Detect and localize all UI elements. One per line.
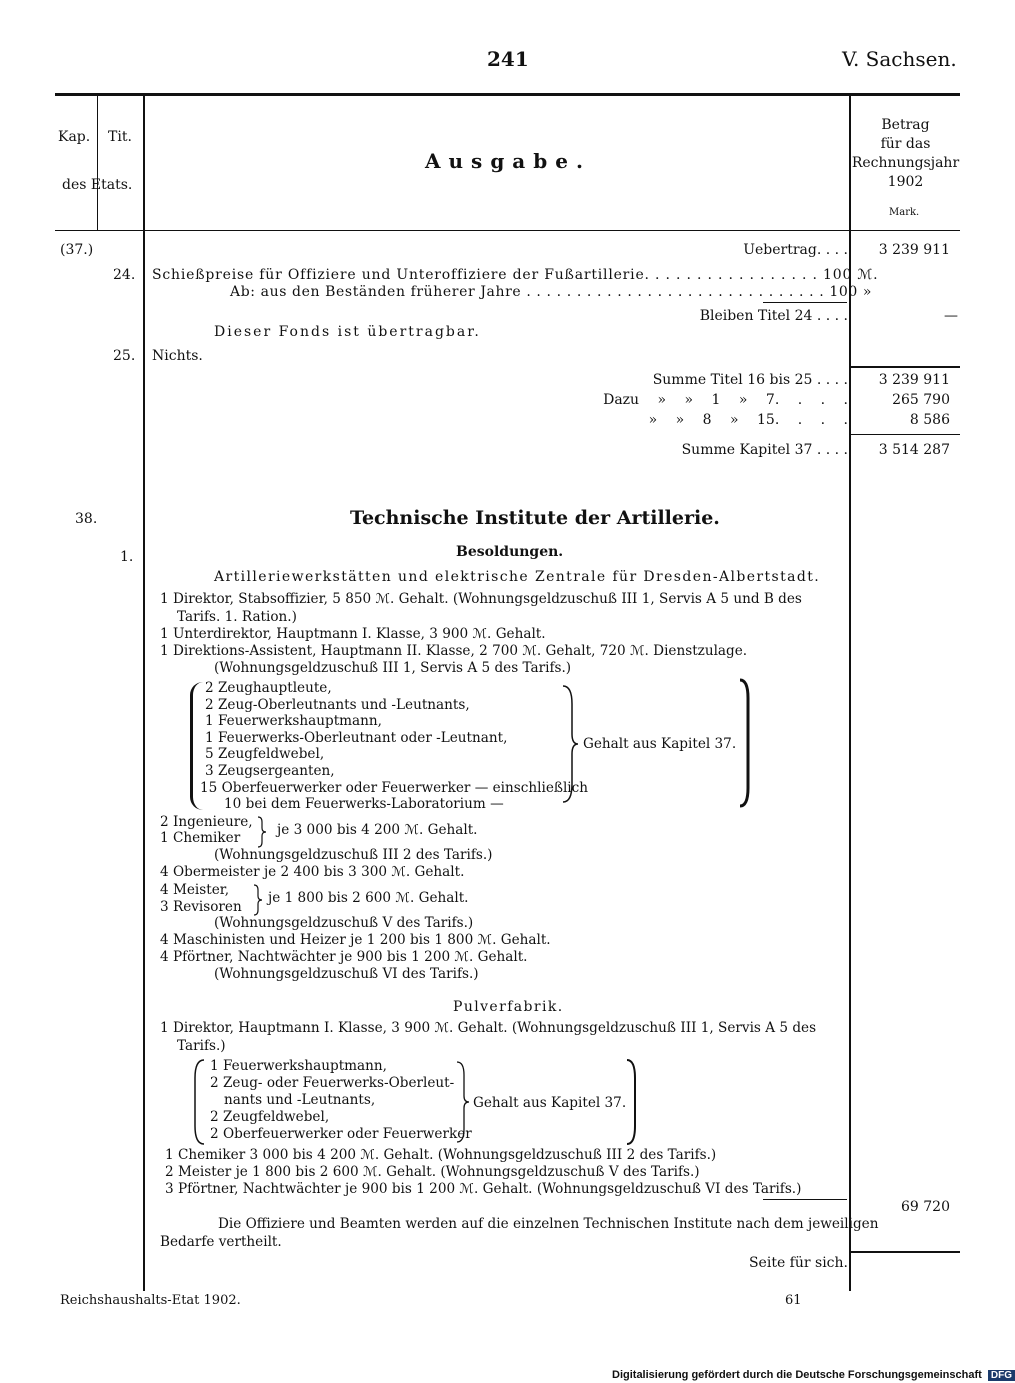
group2-item: nants und -Leutnants, bbox=[224, 1092, 376, 1108]
closing-line-1: Die Offiziere und Beamten werden auf die einzelnen Technischen Institute nach dem jeweiligen bbox=[218, 1216, 879, 1232]
ing-item: 1 Chemiker bbox=[160, 830, 241, 846]
s1-line-2: Tarifs. 1. Ration.) bbox=[177, 609, 297, 625]
dazu2-amount: 8 586 bbox=[909, 412, 950, 428]
digitization-note bbox=[612, 1369, 1015, 1381]
pfoertner-wohn: (Wohnungsgeldzuschuß VI des Tarifs.) bbox=[214, 966, 479, 982]
group2-item: 2 Zeugfeldwebel, bbox=[210, 1109, 330, 1125]
group2-item: 2 Oberfeuerwerker oder Feuerwerker bbox=[210, 1126, 472, 1142]
meister-item: 4 Meister, bbox=[160, 882, 230, 898]
footer-page: 61 bbox=[785, 1293, 802, 1308]
kap-37: (37.) bbox=[60, 242, 94, 258]
besoldungen-subtitle: Besoldungen. bbox=[456, 544, 564, 560]
header-title-ausgabe: Ausgabe. bbox=[425, 149, 591, 173]
tit24-line1: Schießpreise für Offiziere und Unteroffiziere der Fußartillerie. . . . . . . . . . . . . . . . . 100 ℳ. bbox=[152, 267, 879, 283]
ing-wohn: (Wohnungsgeldzuschuß III 2 des Tarifs.) bbox=[214, 847, 493, 863]
group1-item: 15 Oberfeuerwerker oder Feuerwerker — einschließlich bbox=[200, 779, 589, 796]
kap-38: 38. bbox=[75, 511, 98, 527]
ing-brace bbox=[256, 816, 268, 848]
s2-tail-2: 2 Meister je 1 800 bis 2 600 ℳ. Gehalt. (Wohnungsgeldzuschuß V des Tarifs.) bbox=[165, 1164, 700, 1180]
amount-underline bbox=[763, 1199, 847, 1200]
tit24-underline bbox=[763, 302, 847, 303]
meister-brace bbox=[252, 884, 264, 916]
group2-left-brace bbox=[192, 1058, 206, 1146]
betrag-line-4: 1902 bbox=[887, 174, 924, 190]
top-rule bbox=[55, 93, 960, 96]
nichts: Nichts. bbox=[152, 348, 203, 364]
group1-item: 10 bei dem Feuerwerks-Laboratorium — bbox=[224, 796, 504, 813]
header-des-etats: des Etats. bbox=[62, 177, 133, 193]
uebertrag-label: Uebertrag. . . . bbox=[743, 242, 848, 258]
closing-line-2: Bedarfe vertheilt. bbox=[160, 1234, 282, 1250]
ing-note: je 3 000 bis 4 200 ℳ. Gehalt. bbox=[277, 822, 478, 838]
sum-rule-2 bbox=[851, 434, 960, 435]
s1-line-1: 1 Direktor, Stabsoffizier, 5 850 ℳ. Gehalt. (Wohnungsgeldzuschuß III 1, Servis A 5 und B des bbox=[160, 591, 802, 607]
group2-item: 2 Zeug- oder Feuerwerks-Oberleut- bbox=[210, 1075, 455, 1091]
ing-item: 2 Ingenieure, bbox=[160, 814, 253, 830]
obermeister: 4 Obermeister je 2 400 bis 3 300 ℳ. Gehalt. bbox=[160, 864, 465, 880]
bleiben-amount: — bbox=[944, 308, 958, 324]
uebertrag-amount: 3 239 911 bbox=[878, 242, 950, 258]
betrag-line-2: für das bbox=[880, 136, 931, 152]
group1-item: 3 Zeugsergeanten, bbox=[205, 762, 335, 779]
meister-note: je 1 800 bis 2 600 ℳ. Gehalt. bbox=[268, 890, 469, 906]
chapter38-title: Technische Institute der Artillerie. bbox=[350, 507, 720, 529]
maschinisten: 4 Maschinisten und Heizer je 1 200 bis 1 800 ℳ. Gehalt. bbox=[160, 932, 551, 948]
ing-list bbox=[160, 814, 253, 846]
group2-right-brace bbox=[455, 1060, 471, 1144]
final-rule bbox=[851, 1251, 960, 1253]
group2-list bbox=[210, 1058, 472, 1143]
meister-item: 3 Revisoren bbox=[160, 899, 242, 915]
uebertragbar-note: Dieser Fonds ist übertragbar. bbox=[214, 324, 481, 340]
s2-line-1: 1 Direktor, Hauptmann I. Klasse, 3 900 ℳ. Gehalt. (Wohnungsgeldzuschuß III 1, Servis A 5 des bbox=[160, 1020, 817, 1036]
s1-line-5: (Wohnungsgeldzuschuß III 1, Servis A 5 des Tarifs.) bbox=[214, 660, 572, 676]
summe-kapitel-amount: 3 514 287 bbox=[878, 442, 950, 458]
bleiben-label: Bleiben Titel 24 . . . . bbox=[699, 308, 848, 324]
col-divider-kap-tit bbox=[97, 96, 98, 230]
col-divider-tit bbox=[143, 96, 145, 1291]
chapter38-amount: 69 720 bbox=[901, 1199, 950, 1215]
header-rule bbox=[55, 230, 960, 231]
meister-wohn: (Wohnungsgeldzuschuß V des Tarifs.) bbox=[214, 915, 474, 931]
group1-item: 2 Zeug-Oberleutnants und -Leutnants, bbox=[205, 696, 470, 713]
summe-titel-label: Summe Titel 16 bis 25 . . . . bbox=[652, 372, 848, 388]
s1-line-3: 1 Unterdirektor, Hauptmann I. Klasse, 3 900 ℳ. Gehalt. bbox=[160, 626, 546, 642]
s1-line-4: 1 Direktions-Assistent, Hauptmann II. Klasse, 2 700 ℳ. Gehalt, 720 ℳ. Dienstzulage. bbox=[160, 643, 748, 659]
meister-list bbox=[160, 882, 242, 916]
footer-left: Reichshaushalts-Etat 1902. bbox=[60, 1293, 241, 1308]
pfoertner: 4 Pförtner, Nachtwächter je 900 bis 1 200 ℳ. Gehalt. bbox=[160, 949, 528, 965]
group1-note: Gehalt aus Kapitel 37. bbox=[583, 736, 737, 752]
summe-kapitel-label: Summe Kapitel 37 . . . . bbox=[681, 442, 848, 458]
section1-title: Artilleriewerkstätten und elektrische Zentrale für Dresden-Albertstadt. bbox=[214, 569, 821, 585]
dazu2-label: » » 8 » 15. . . . bbox=[648, 412, 848, 428]
s2-line-2: Tarifs.) bbox=[177, 1038, 226, 1054]
section-title: V. Sachsen. bbox=[842, 47, 957, 71]
page-number: 241 bbox=[487, 47, 529, 71]
group1-item: 1 Feuerwerkshauptmann, bbox=[205, 713, 382, 730]
group1-item: 1 Feuerwerks-Oberleutnant oder -Leutnant, bbox=[205, 729, 508, 746]
sum-rule-1 bbox=[851, 366, 960, 368]
dazu1-label: Dazu » » 1 » 7. . . . bbox=[603, 392, 848, 408]
s2-tail-3: 3 Pförtner, Nachtwächter je 900 bis 1 200 ℳ. Gehalt. (Wohnungsgeldzuschuß VI des Tarifs.) bbox=[165, 1181, 802, 1197]
group1-item: 2 Zeughauptleute, bbox=[205, 680, 332, 696]
tit-25: 25. bbox=[113, 348, 136, 364]
seite-fuer-sich: Seite für sich. bbox=[748, 1255, 848, 1271]
header-unit: Mark. bbox=[889, 207, 920, 218]
dazu1-amount: 265 790 bbox=[892, 392, 950, 408]
tit-1: 1. bbox=[120, 549, 134, 565]
betrag-line-1: Betrag bbox=[881, 117, 930, 133]
s2-tail-1: 1 Chemiker 3 000 bis 4 200 ℳ. Gehalt. (Wohnungsgeldzuschuß III 2 des Tarifs.) bbox=[165, 1147, 717, 1163]
group1-item: 5 Zeugfeldwebel, bbox=[205, 746, 325, 763]
tit24-line2: Ab: aus den Beständen früherer Jahre . . . . . . . . . . . . . . . . . . . . . . . . . . . . . . 100 » bbox=[230, 284, 873, 300]
group1-list bbox=[200, 680, 588, 813]
group2-note: Gehalt aus Kapitel 37. bbox=[473, 1095, 627, 1111]
section2-title: Pulverfabrik. bbox=[453, 999, 564, 1015]
header-betrag bbox=[851, 116, 960, 192]
header-tit: Tit. bbox=[108, 129, 132, 145]
group1-outer-brace bbox=[738, 678, 752, 808]
betrag-line-3: Rechnungsjahr bbox=[851, 155, 960, 171]
group1-right-brace bbox=[560, 684, 580, 804]
header-kap: Kap. bbox=[58, 129, 91, 145]
summe-titel-amount: 3 239 911 bbox=[878, 372, 950, 388]
group2-item: 1 Feuerwerkshauptmann, bbox=[210, 1058, 387, 1074]
group2-outer-brace bbox=[625, 1058, 639, 1146]
digitization-text: Digitalisierung gefördert durch die Deutsche Forschungsgemeinschaft bbox=[612, 1369, 982, 1381]
dfg-logo: DFG bbox=[988, 1370, 1015, 1381]
tit-24: 24. bbox=[113, 267, 136, 283]
